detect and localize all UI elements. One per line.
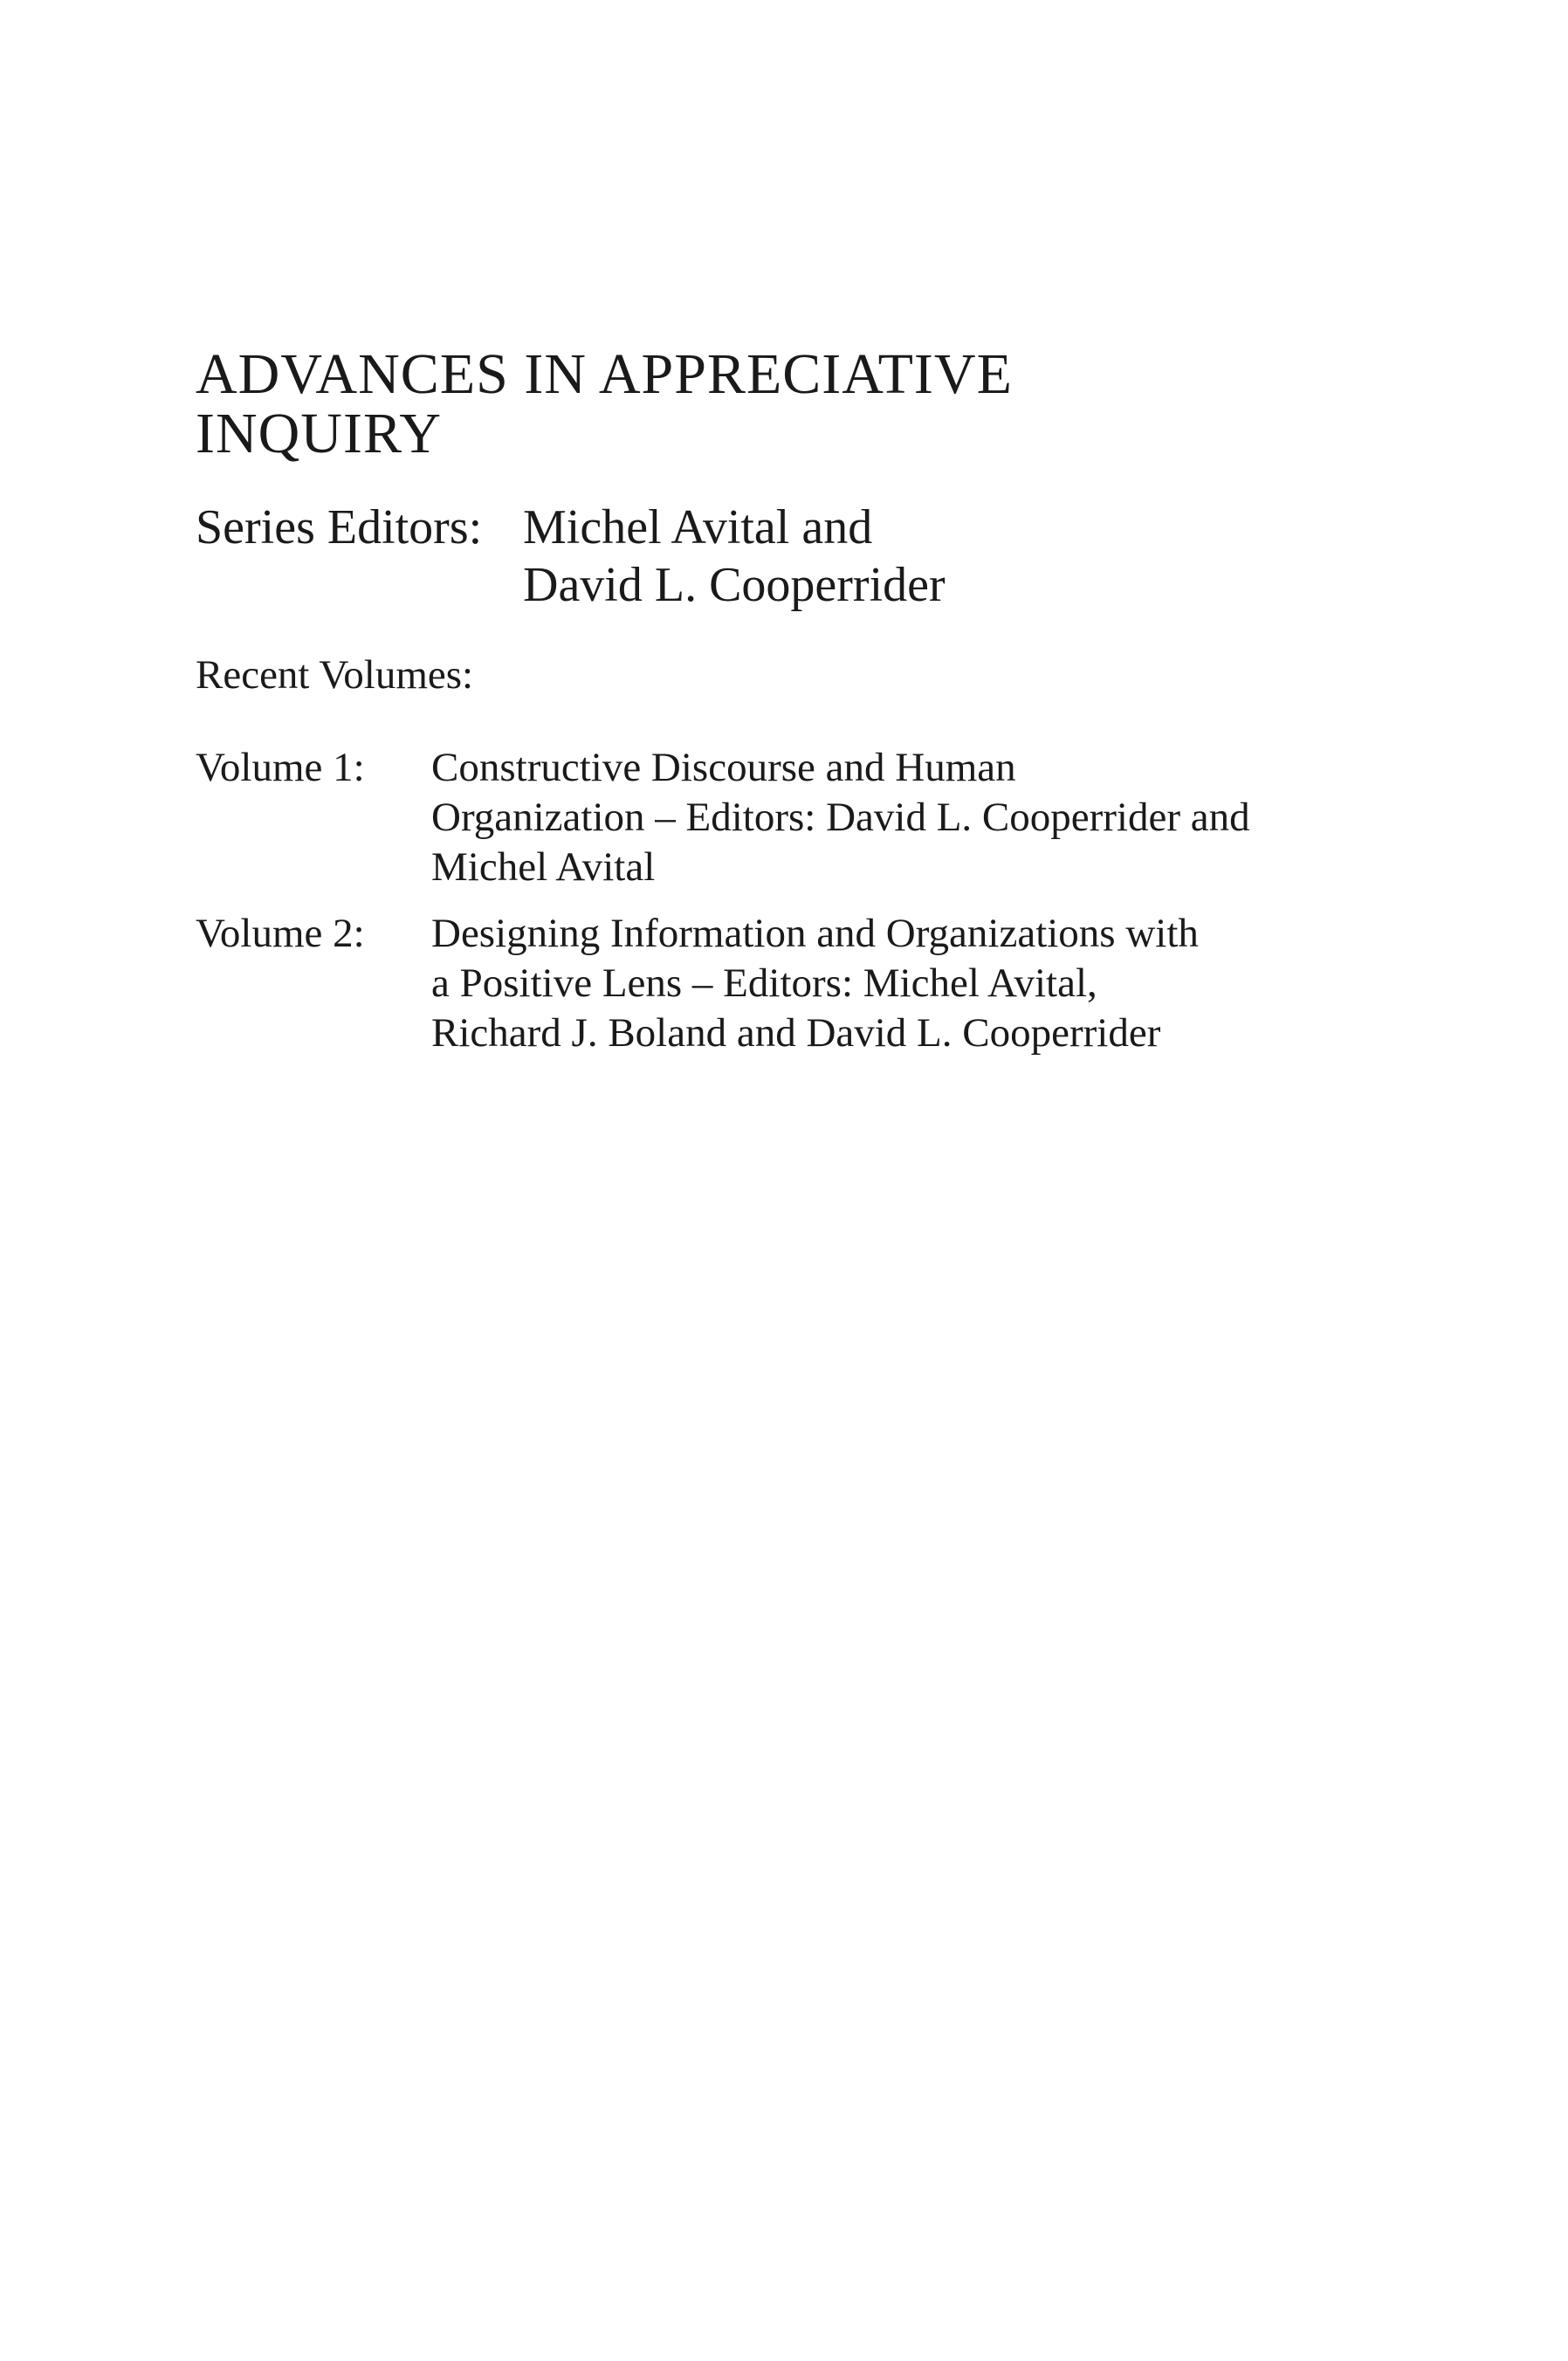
series-editors-label: Series Editors: xyxy=(196,500,483,554)
volume-description-line: Designing Information and Organizations with xyxy=(431,911,1199,956)
series-title xyxy=(196,342,1331,465)
series-editors xyxy=(196,499,1418,614)
volume-description-line: a Positive Lens – Editors: Michel Avital, xyxy=(431,960,1097,1006)
volume-item-2 xyxy=(196,909,1418,1058)
recent-volumes-heading: Recent Volumes: xyxy=(196,652,474,698)
volume-label: Volume 1: xyxy=(196,745,365,790)
volume-label: Volume 2: xyxy=(196,911,365,956)
volume-description-line: Richard J. Boland and David L. Cooperrider xyxy=(431,1010,1161,1056)
volume-description xyxy=(431,909,1418,1058)
volume-list xyxy=(196,743,1418,1058)
series-editors-names xyxy=(523,499,1418,614)
series-editor-line: Michel Avital and xyxy=(523,500,873,554)
volume-description-line: Constructive Discourse and Human xyxy=(431,745,1016,790)
series-editor-line: David L. Cooperrider xyxy=(523,558,946,612)
series-title-line: ADVANCES IN APPRECIATIVE xyxy=(196,342,1013,406)
volume-description-line: Organization – Editors: David L. Cooperrider and xyxy=(431,795,1250,840)
volume-description xyxy=(431,743,1418,892)
volume-description-line: Michel Avital xyxy=(431,844,656,890)
volume-item-1 xyxy=(196,743,1418,892)
series-title-line: INQUIRY xyxy=(196,402,442,465)
series-page-content xyxy=(196,342,1418,1075)
